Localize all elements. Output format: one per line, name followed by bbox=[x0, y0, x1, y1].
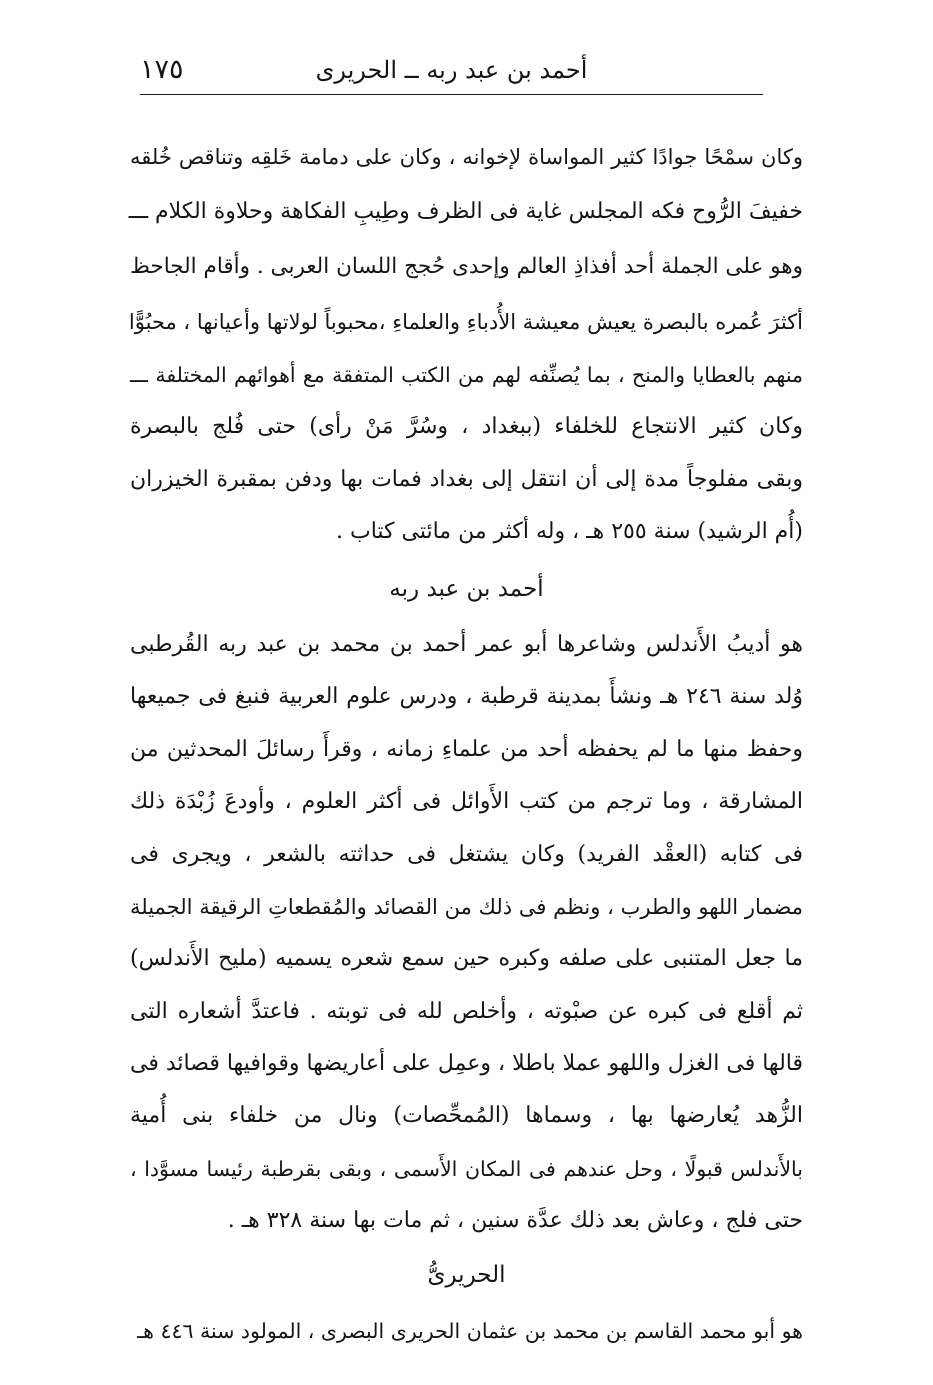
text-line: (أُم الرشيد) سنة ٢٥٥ هـ ، وله أكثر من مائتى كتاب . bbox=[336, 519, 803, 544]
text-line: ما جعل المتنبى على صلفه وكبره حين سمع شعره يسميه (مليح الأَندلس) bbox=[130, 946, 803, 971]
text-line: هو أبو محمد القاسم بن محمد بن عثمان الحريرى البصرى ، المولود سنة ٤٤٦ هـ bbox=[137, 1319, 803, 1343]
text-line: الزُّهد يُعارضها بها ، وسماها (المُمحِّصات) ونال من خلفاء بنى أُمية bbox=[130, 1103, 803, 1128]
text-line: أكثرَ عُمره بالبصرة يعيش معيشة الأُدباءِ والعلماءِ ،محبوباً لولاتها وأعيانها ، محبُوًّا bbox=[128, 310, 803, 334]
text-line: مضمار اللهو والطرب ، ونظم فى ذلك من القصائد والمُقطعاتِ الرقيقة الجميلة bbox=[130, 895, 803, 919]
text-line: وُلد سنة ٢٤٦ هـ ونشأَ بمدينة قرطبة ، ودرس علوم العربية فنبغ فى جميعها bbox=[130, 684, 804, 709]
text-line: فى كتابه (العقْد الفريد) وكان يشتغل فى حداثته بالشعر ، ويجرى فى bbox=[130, 842, 803, 867]
text-line: قالها فى الغزل واللهو عملا باطلا ، وعمِل على أعاريضها وقوافيها قصائد فى bbox=[130, 1051, 803, 1076]
section-heading: الحريرىُّ bbox=[427, 1262, 506, 1288]
text-line: ثم أقلع فى كبره عن صبْوته ، وأخلص لله فى توبته . فاعتدَّ أشعاره التى bbox=[130, 999, 803, 1024]
running-header bbox=[140, 48, 763, 95]
text-line: خفيفَ الرُّوح فكه المجلس غاية فى الظرف وطِيبِ الفكاهة وحلاوة الكلام ـــ bbox=[128, 199, 803, 224]
section-heading: أحمد بن عبد ربه bbox=[389, 576, 544, 602]
text-line: هو أديبُ الأَندلس وشاعرها أبو عمر أحمد بن محمد بن عبد ربه القُرطبى bbox=[130, 632, 803, 657]
running-title: أحمد بن عبد ربه ــ الحريرى bbox=[315, 56, 588, 84]
text-line: وكان سمْحًا جوادًا كثير المواساة لإخوانه ، وكان على دمامة خَلقِه وتناقص خُلقه bbox=[130, 145, 803, 169]
text-line: وهو على الجملة أحد أفذاذِ العالم وإحدى حُجج اللسان العربى . وأقام الجاحظ bbox=[130, 254, 803, 279]
text-line: وبقى مفلوجاً مدة إلى أن انتقل إلى بغداد فمات بها ودفن بمقبرة الخيزران bbox=[130, 467, 803, 492]
page-number: ١٧٥ bbox=[140, 54, 184, 85]
text-line: المشارقة ، وما ترجم من كتب الأَوائل فى أكثر العلوم ، وأودعَ زُبْدَة ذلك bbox=[130, 789, 803, 814]
text-line: وحفظ منها ما لم يحفظه أحد من علماءِ زمانه ، وقرأَ رسائلَ المحدثين من bbox=[130, 737, 803, 762]
text-line: بالأَندلس قبولًا ، وحل عندهم فى المكان الأَسمى ، وبقى بقرطبة رئيسا مسوَّدا ، bbox=[130, 1157, 803, 1181]
text-line: منهم بالعطايا والمنح ، بما يُصنِّفه لهم من الكتب المتفقة مع أهوائهم المختلفة ـــ bbox=[130, 363, 803, 387]
text-line: وكان كثير الانتجاع للخلفاء (ببغداد ، وسُرَّ مَنْ رأى) حتى فُلج بالبصرة bbox=[130, 414, 804, 439]
text-line: حتى فلج ، وعاش بعد ذلك عدَّة سنين ، ثم مات بها سنة ٣٢٨ هـ . bbox=[227, 1208, 803, 1233]
